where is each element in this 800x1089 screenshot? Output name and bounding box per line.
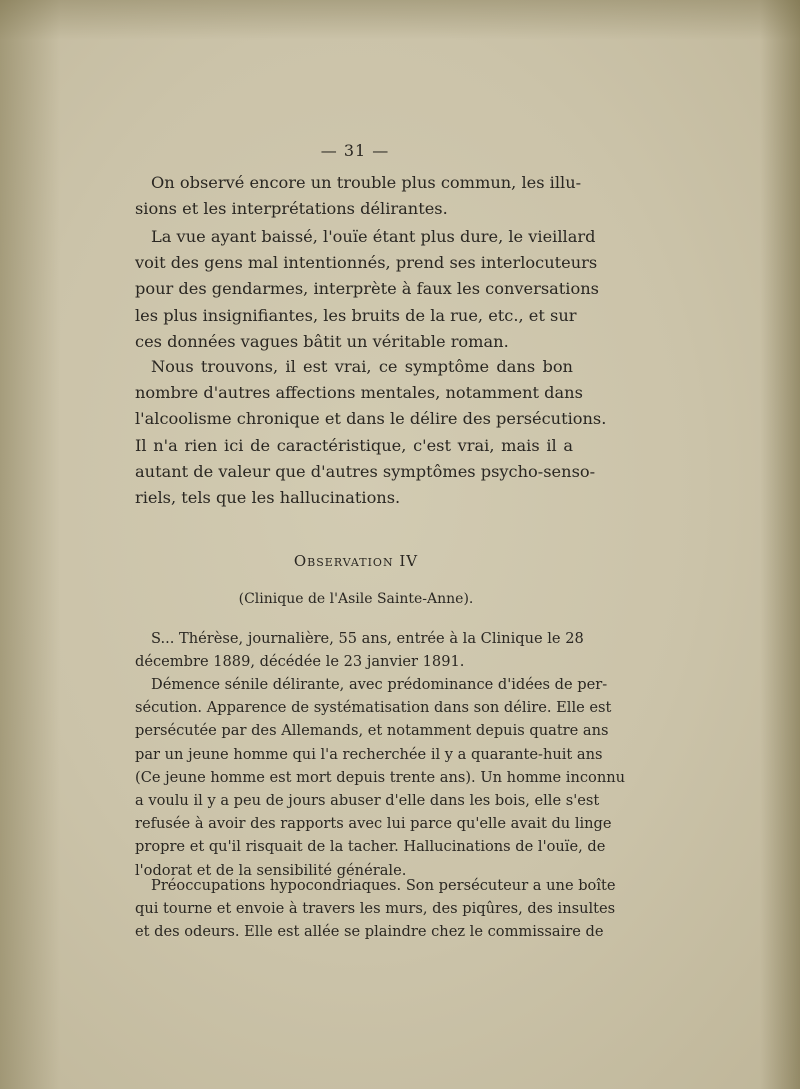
observation-title-text: Observation IV (293, 552, 419, 570)
observation-paragraph-hypocondriaques (135, 874, 616, 944)
text-line: (Ce jeune homme est mort depuis trente ans). Un homme inconnu (135, 768, 626, 786)
observation-paragraph-identity (135, 627, 584, 673)
paragraph-vieillard (135, 224, 599, 355)
text-line: voit des gens mal intentionnés, prend ses interlocuteurs (135, 253, 598, 273)
text-line: La vue ayant baissé, l'ouïe étant plus dure, le vieillard (151, 227, 596, 246)
text-line: persécutée par des Allemands, et notamment depuis quatre ans (135, 722, 609, 740)
text-line: S... Thérèse, journalière, 55 ans, entrée à la Clinique le 28 (151, 630, 584, 647)
text-line: Préoccupations hypocondriaques. Son persécuteur a une boîte (151, 877, 616, 894)
page-shadow-left (0, 0, 60, 1089)
text-line: et des odeurs. Elle est allée se plaindre chez le commissaire de (135, 923, 604, 941)
text-line: l'alcoolisme chronique et dans le délire des persécutions. (135, 409, 607, 429)
text-line: refusée à avoir des rapports avec lui parce qu'elle avait du linge (135, 815, 612, 833)
text-line: sécution. Apparence de systématisation dans son délire. Elle est (135, 699, 612, 717)
text-line: nombre d'autres affections mentales, notamment dans (135, 383, 583, 403)
text-line: l'odorat et de la sensibilité générale. (135, 861, 407, 879)
observation-paragraph-demence (135, 673, 626, 882)
paragraph-symptome (135, 354, 607, 511)
observation-subtitle: (Clinique de l'Asile Sainte-Anne). (238, 591, 474, 607)
text-line: autant de valeur que d'autres symptômes psycho-senso- (135, 461, 596, 481)
page-shadow-right (760, 0, 800, 1089)
text-line: qui tourne et envoie à travers les murs, des piqûres, des insultes (135, 900, 616, 918)
text-line: Démence sénile délirante, avec prédominance d'idées de per- (151, 676, 608, 693)
text-line: propre et qu'il risquait de la tacher. Hallucinations de l'ouïe, de (135, 838, 606, 856)
text-line: les plus insignifiantes, les bruits de la rue, etc., et sur (135, 305, 577, 325)
text-line: ces données vagues bâtit un véritable roman. (135, 331, 509, 351)
text-line: décembre 1889, décédée le 23 janvier 1891. (135, 653, 465, 671)
paragraph-illusions (135, 170, 582, 222)
text-line: riels, tels que les hallucinations. (135, 487, 401, 507)
page-number: — 31 — (320, 141, 390, 160)
text-line: Nous trouvons, il est vrai, ce symptôme dans bon (151, 357, 573, 376)
page-shadow-top (0, 0, 800, 40)
text-line: On observé encore un trouble plus commun, les illu- (151, 173, 582, 192)
text-line: par un jeune homme qui l'a recherchée il y a quarante-huit ans (135, 745, 603, 763)
observation-title (0, 552, 712, 570)
text-line: a voulu il y a peu de jours abuser d'elle dans les bois, elle s'est (135, 791, 600, 809)
text-line: pour des gendarmes, interprète à faux les conversations (135, 279, 599, 299)
text-line: Il n'a rien ici de caractéristique, c'est vrai, mais il a (135, 435, 573, 455)
text-line: sions et les interprétations délirantes. (135, 199, 448, 219)
